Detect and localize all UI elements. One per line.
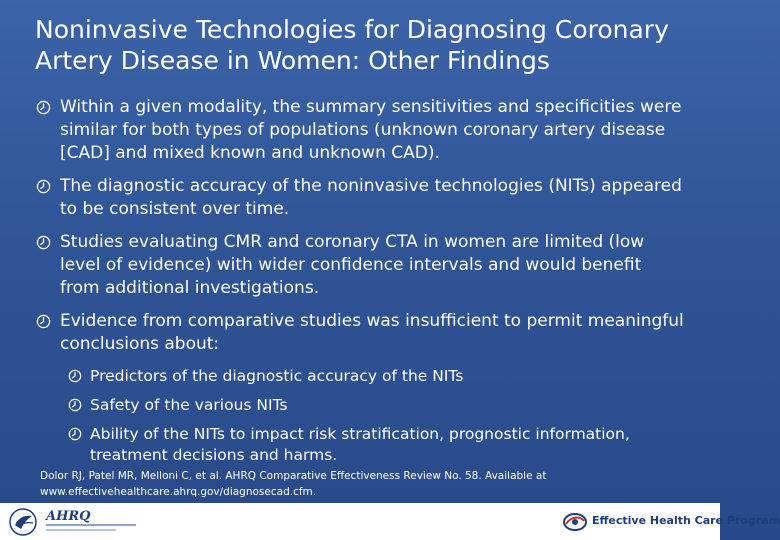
bullet-clock-icon	[36, 235, 51, 250]
bullet-item	[36, 96, 686, 165]
ehc-logo	[562, 511, 780, 533]
sub-bullet-item	[36, 424, 686, 466]
bullet-clock-icon	[36, 179, 51, 194]
footer-bar	[0, 503, 780, 540]
ahrq-logo-text: AHRQ	[46, 509, 91, 524]
sub-bullet-text: Safety of the various NITs	[90, 396, 288, 414]
bullet-item	[36, 231, 686, 300]
ahrq-logo	[46, 509, 136, 535]
sub-bullet-item	[36, 366, 686, 387]
bullet-text: The diagnostic accuracy of the noninvasive technologies (NITs) appeared to be consistent over time.	[60, 176, 682, 219]
ehc-logo-text: Effective Health Care Program	[592, 514, 780, 527]
bullet-text: Evidence from comparative studies was insufficient to permit meaningful conclusions about:	[60, 311, 684, 354]
bullet-item	[36, 310, 686, 356]
hhs-logo-icon	[8, 507, 42, 537]
citation-line-1: Dolor RJ, Patel MR, Melloni C, et al. AHRQ Comparative Effectiveness Review No. 58. Available at	[40, 470, 547, 482]
sub-bullet-text: Predictors of the diagnostic accuracy of the NITs	[90, 367, 464, 385]
bullet-clock-icon	[36, 100, 51, 115]
bullet-item	[36, 175, 686, 221]
bullet-list	[36, 96, 686, 474]
sub-bullet-clock-icon	[68, 369, 82, 383]
slide-title: Noninvasive Technologies for Diagnosing Coronary Artery Disease in Women: Other Findings	[35, 15, 669, 75]
bullet-clock-icon	[36, 314, 51, 329]
citation-link[interactable]: www.effectivehealthcare.ahrq.gov/diagnosecad.cfm.	[40, 486, 317, 498]
bullet-text: Studies evaluating CMR and coronary CTA in women are limited (low level of evidence) with wider confidence intervals and would benefit from additional investigations.	[60, 232, 645, 298]
sub-bullet-clock-icon	[68, 398, 82, 412]
ahrq-tagline-line	[46, 524, 136, 526]
citation	[40, 468, 660, 500]
sub-bullet-text: Ability of the NITs to impact risk stratification, prognostic information, treatment decisions and harms.	[90, 425, 630, 464]
ehc-swirl-icon	[562, 511, 588, 533]
bullet-text: Within a given modality, the summary sensitivities and specificities were similar for both types of populations (unknown coronary artery disease [CAD] and mixed known and unknown CAD).	[60, 97, 682, 163]
sub-bullet-clock-icon	[68, 427, 82, 441]
sub-bullet-item	[36, 395, 686, 416]
ahrq-tagline-line	[46, 529, 116, 531]
